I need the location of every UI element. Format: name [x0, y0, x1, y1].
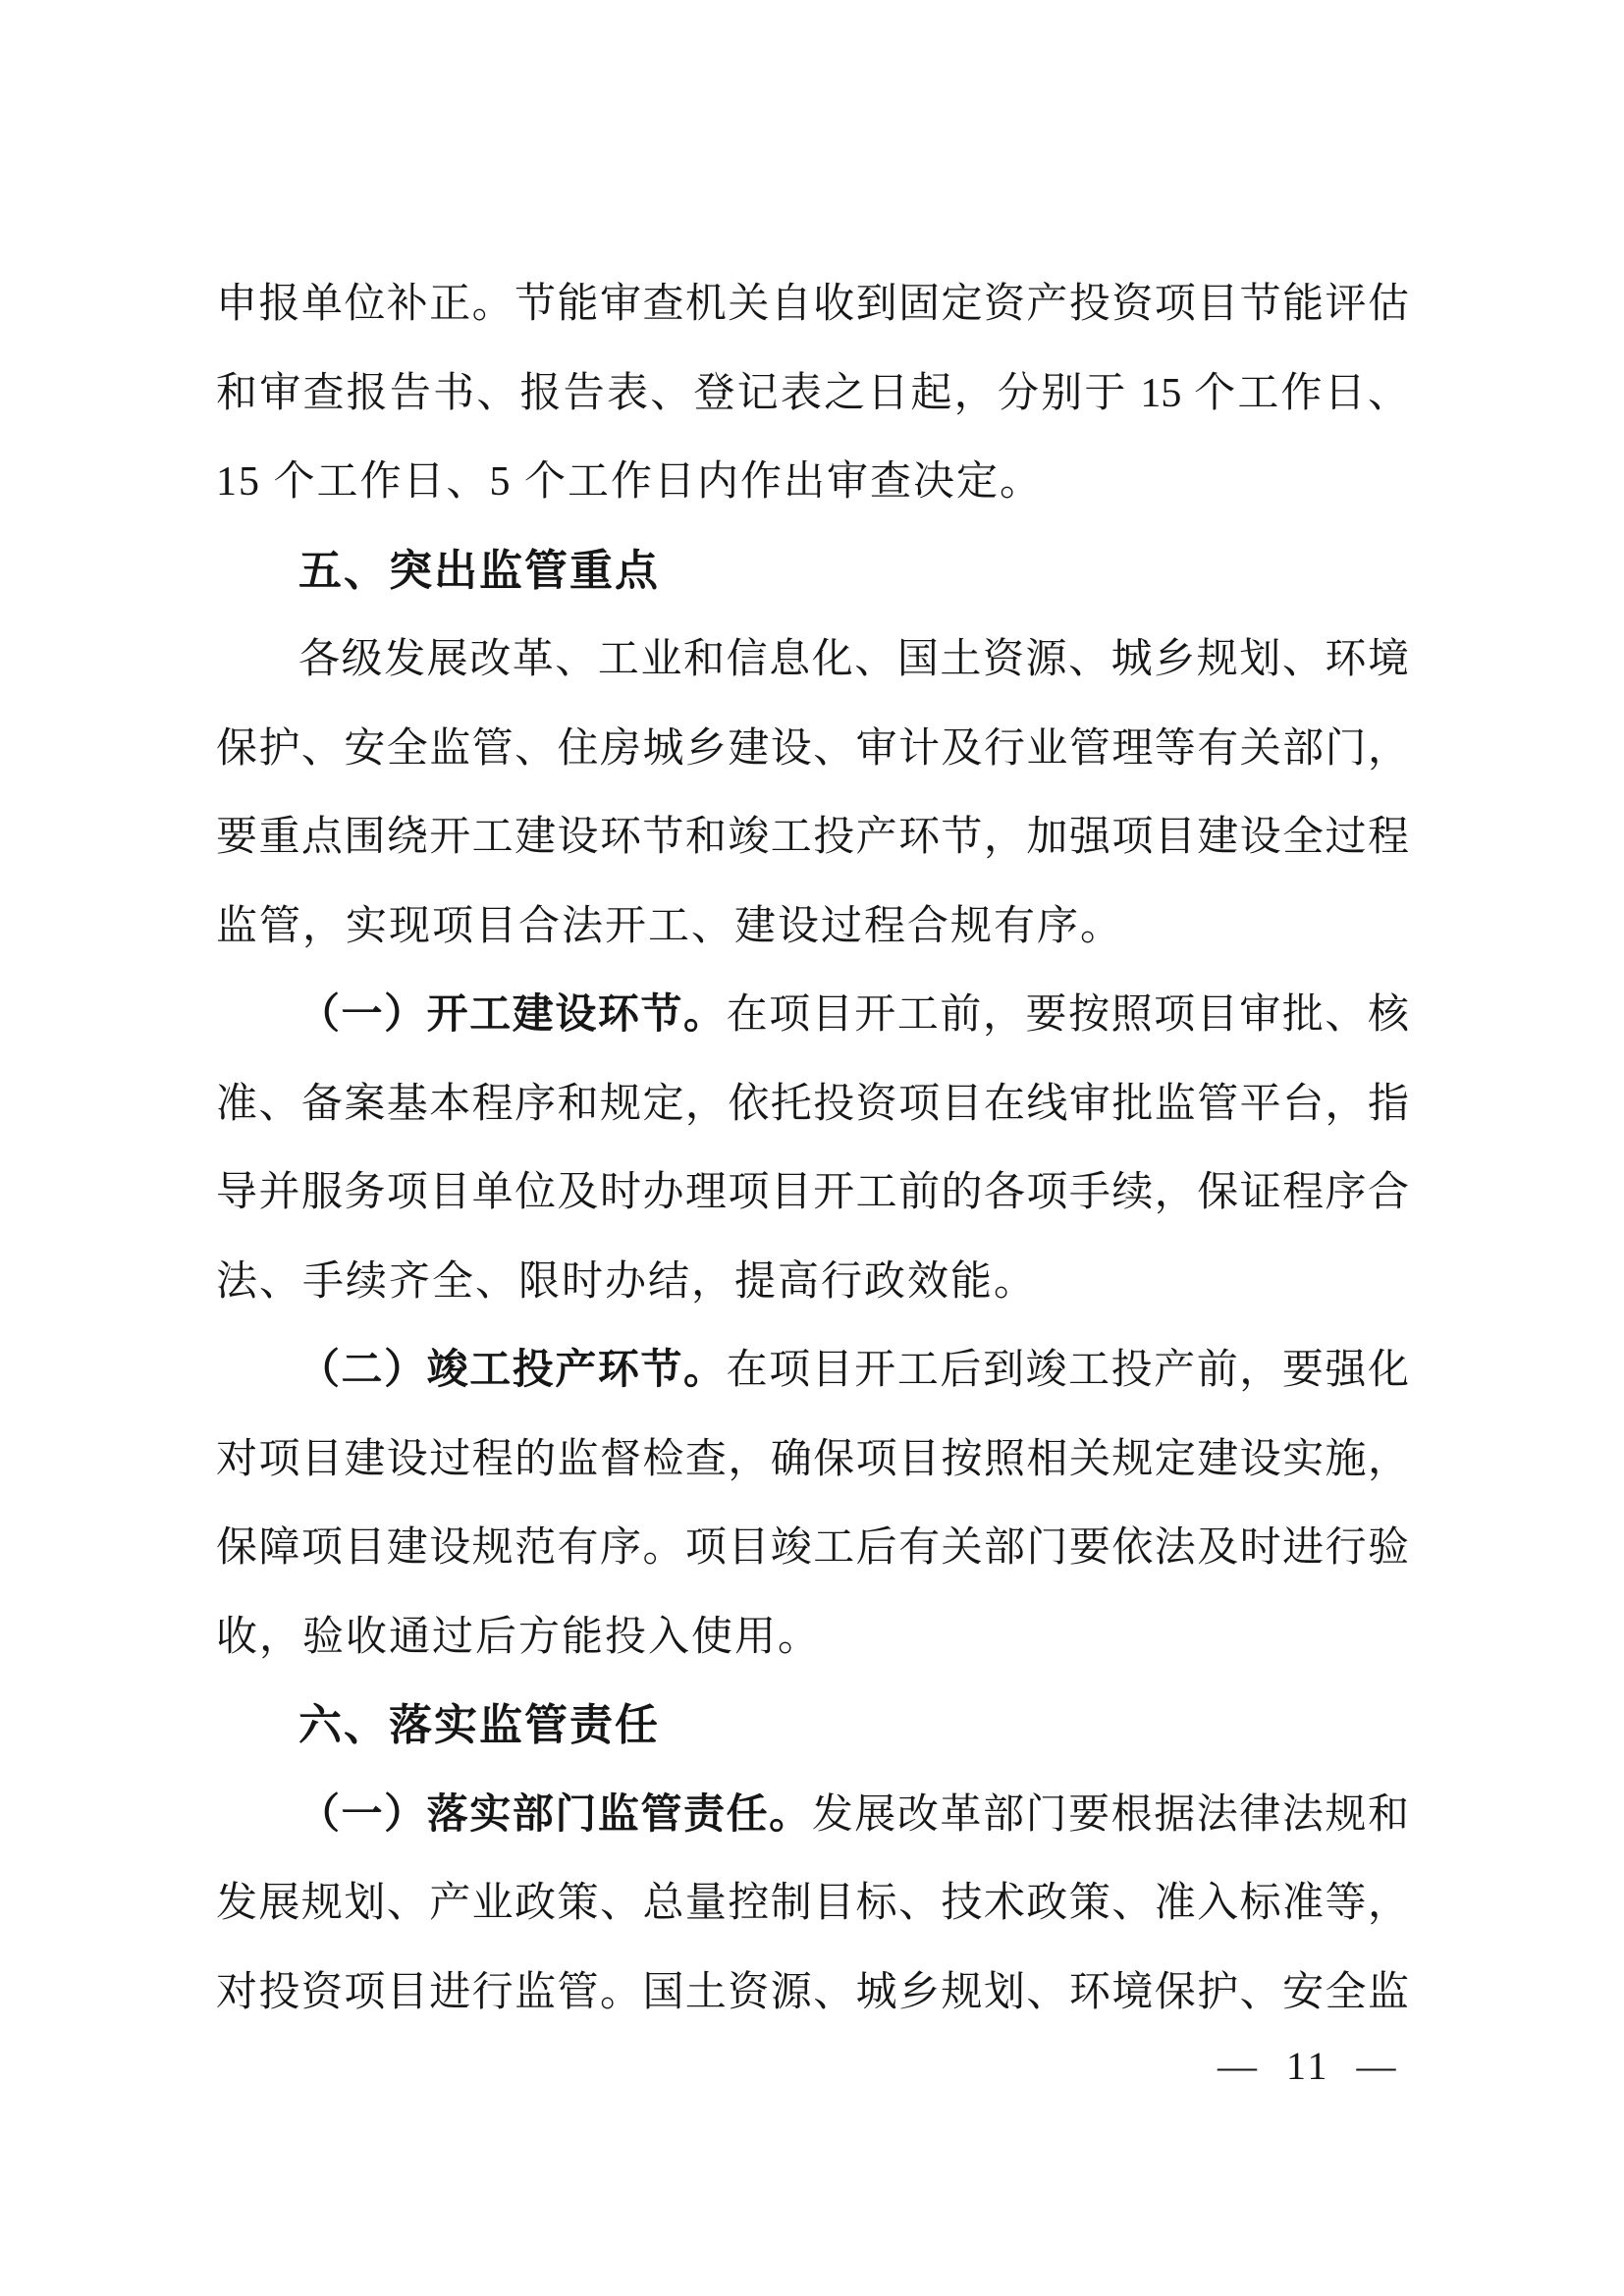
section-heading-6: 六、落实监管责任: [298, 1701, 660, 1749]
text-line: 15 个工作日、5 个工作日内作出审查决定。: [216, 459, 1044, 505]
text-line: 各级发展改革、工业和信息化、国土资源、城乡规划、环境: [298, 637, 1409, 682]
text-line: 法、手续齐全、限时办结，提高行政效能。: [216, 1258, 1038, 1305]
bold-lead: （一）开工建设环节。: [298, 992, 727, 1038]
section-heading-5: 五、突出监管重点: [298, 546, 660, 595]
text-line: [216, 1326, 1409, 1415]
text-line: 保障项目建设规范有序。项目竣工后有关部门要依法及时进行验: [216, 1525, 1409, 1571]
bold-lead: （一）落实部门监管责任。: [298, 1791, 812, 1838]
page-number: — 11 —: [1218, 2044, 1399, 2088]
bold-lead: （二）竣工投产环节。: [298, 1348, 727, 1393]
text-line: 发展规划、产业政策、总量控制目标、技术政策、准入标准等，: [216, 1881, 1409, 1926]
text-line: 保护、安全监管、住房城乡建设、审计及行业管理等有关部门，: [216, 725, 1409, 772]
lead-rest: 在项目开工前，要按照项目审批、核: [726, 992, 1409, 1038]
text-line: 监管，实现项目合法开工、建设过程合规有序。: [216, 903, 1124, 949]
text-line: 和审查报告书、报告表、登记表之日起，分别于 15 个工作日、: [216, 370, 1409, 416]
text-line: [216, 971, 1409, 1060]
text-line: 对项目建设过程的监督检查，确保项目按照相关规定建设实施，: [216, 1436, 1409, 1482]
lead-rest: 发展改革部门要根据法律法规和: [811, 1791, 1409, 1838]
text-line: 准、备案基本程序和规定，依托投资项目在线审批监管平台，指: [216, 1081, 1409, 1127]
document-body: [216, 260, 1409, 2037]
text-line: 对投资项目进行监管。国土资源、城乡规划、环境保护、安全监: [216, 1969, 1409, 2015]
text-line: 导并服务项目单位及时办理项目开工前的各项手续，保证程序合: [216, 1170, 1409, 1215]
lead-rest: 在项目开工后到竣工投产前，要强化: [726, 1348, 1409, 1393]
text-line: [216, 1771, 1409, 1860]
text-line: 收，验收通过后方能投入使用。: [216, 1614, 822, 1660]
text-line: 申报单位补正。节能审查机关自收到固定资产投资项目节能评估: [216, 282, 1409, 327]
text-line: 要重点围绕开工建设环节和竣工投产环节，加强项目建设全过程: [216, 815, 1409, 860]
